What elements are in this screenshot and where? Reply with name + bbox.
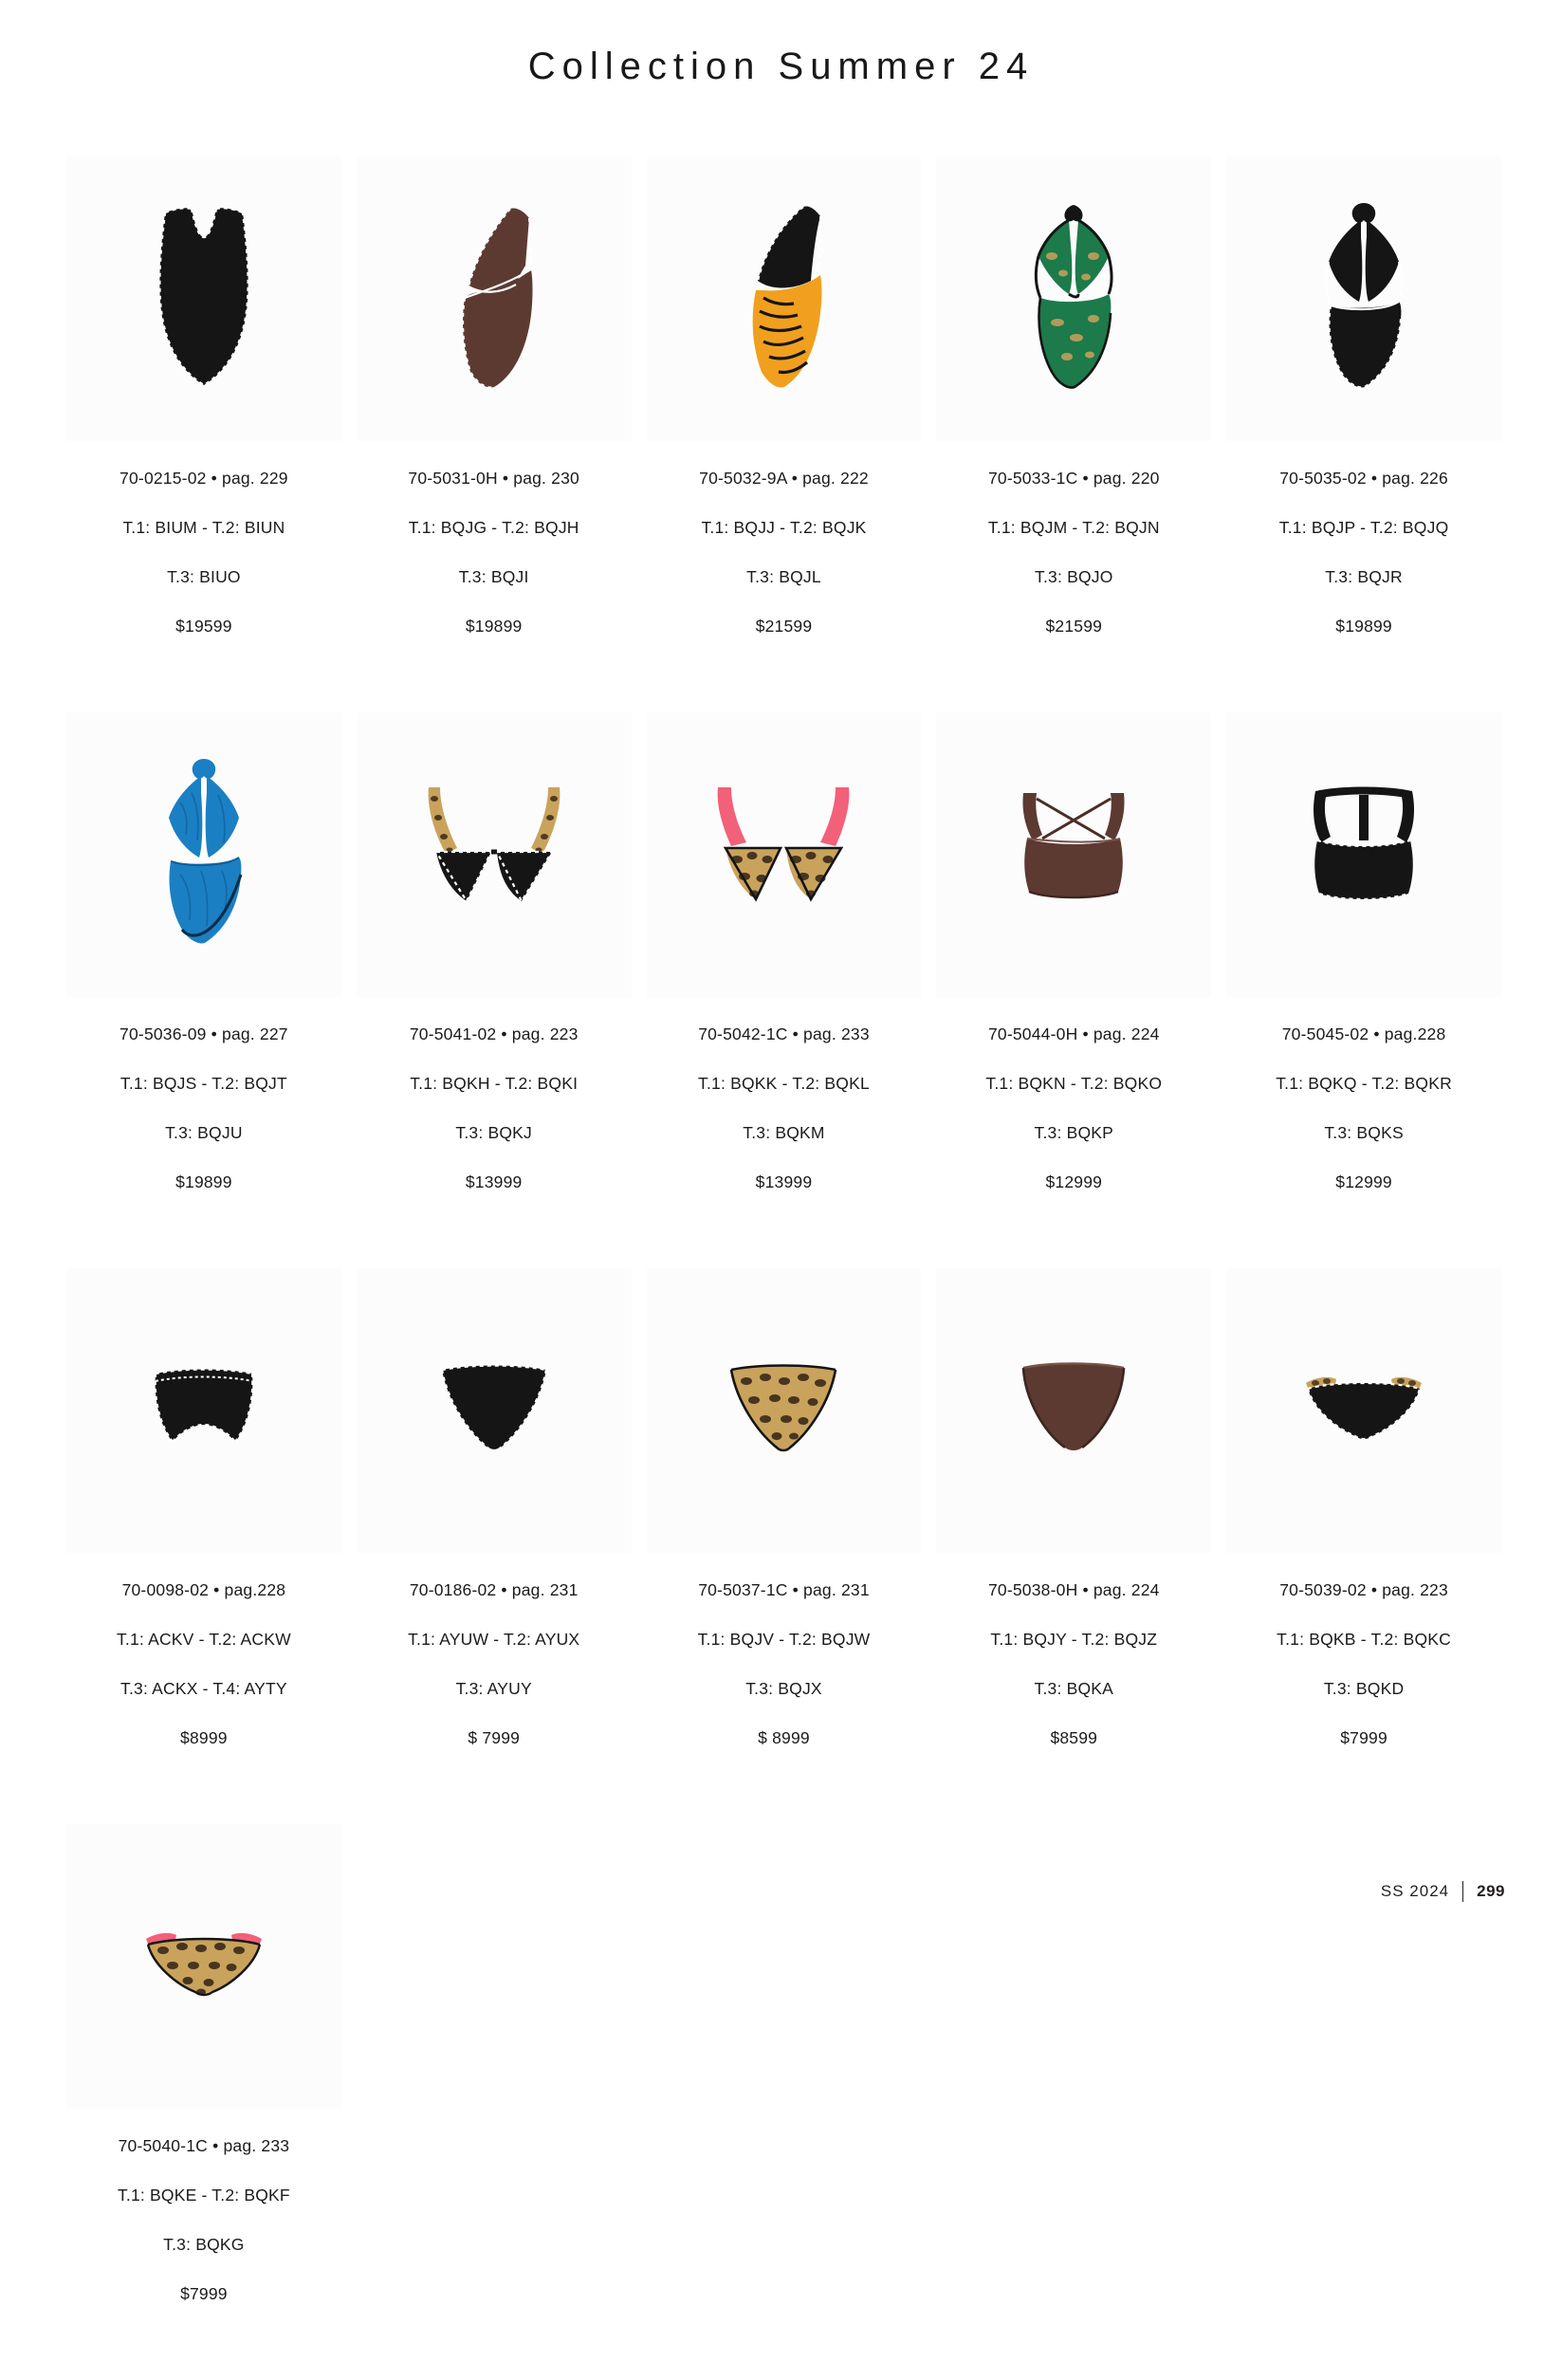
product-code: 70-5042-1C • pag. 233 (698, 1024, 870, 1043)
product-image-triangle-bikini-top-leopard (647, 712, 922, 997)
product-card[interactable] (63, 712, 345, 1268)
product-code: 70-5037-1C • pag. 231 (698, 1580, 870, 1599)
product-codes-3: T.3: BQKP (1034, 1123, 1114, 1142)
product-card[interactable] (643, 157, 926, 712)
product-card[interactable] (63, 1268, 345, 1824)
product-card[interactable] (643, 1268, 926, 1824)
product-codes-1-2: T.1: ACKV - T.2: ACKW (116, 1630, 291, 1649)
product-codes-3: T.3: BQKM (743, 1123, 825, 1142)
product-codes-3: T.3: AYUY (455, 1679, 532, 1698)
product-image-high-leg-bikini-bottom-black (357, 1268, 632, 1553)
product-codes-1-2: T.1: BQJY - T.2: BQJZ (990, 1630, 1158, 1649)
product-price: $19599 (175, 617, 232, 636)
product-price: $19899 (175, 1172, 232, 1191)
product-code: 70-5040-1C • pag. 233 (118, 2136, 290, 2155)
product-codes-1-2: T.1: BQKH - T.2: BQKI (410, 1074, 579, 1093)
product-code: 70-0098-02 • pag.228 (121, 1580, 286, 1599)
product-card[interactable] (932, 712, 1215, 1268)
product-codes-3: T.3: BQJX (745, 1679, 822, 1698)
product-code: 70-5038-0H • pag. 224 (987, 1580, 1160, 1599)
page-footer (1381, 1881, 1505, 1902)
product-code: 70-5045-02 • pag.228 (1281, 1024, 1446, 1043)
product-caption (118, 2109, 290, 2380)
product-card[interactable] (353, 1268, 635, 1824)
product-card[interactable] (643, 712, 926, 1268)
season-label: SS 2024 (1380, 1882, 1450, 1900)
product-price: $21599 (1045, 617, 1103, 636)
product-codes-3: T.3: BQJL (746, 567, 821, 586)
product-card[interactable] (353, 157, 635, 712)
product-codes-1-2: T.1: BIUM - T.2: BIUN (122, 518, 285, 537)
product-code: 70-0215-02 • pag. 229 (119, 469, 288, 488)
product-image-bikini-bottom-leopard-pink-sides (66, 1824, 341, 2109)
product-caption (408, 1553, 579, 1824)
product-caption (1279, 441, 1449, 712)
product-codes-3: T.3: BQKS (1324, 1123, 1404, 1142)
product-card[interactable] (1222, 1268, 1505, 1824)
product-codes-1-2: T.1: BQKN - T.2: BQKO (985, 1074, 1163, 1093)
product-caption (119, 441, 288, 712)
product-caption (1277, 1553, 1451, 1824)
product-code: 70-5041-02 • pag. 223 (409, 1024, 579, 1043)
product-image-sport-bikini-top-black (1226, 712, 1501, 997)
product-image-cross-back-bikini-top-brown (936, 712, 1211, 997)
product-price: $19899 (465, 617, 523, 636)
product-codes-1-2: T.1: BQKB - T.2: BQKC (1277, 1630, 1451, 1649)
product-code: 70-5044-0H • pag. 224 (987, 1024, 1160, 1043)
product-code: 70-5033-1C • pag. 220 (987, 469, 1160, 488)
product-price: $13999 (465, 1172, 523, 1191)
product-caption (119, 997, 288, 1268)
product-code: 70-5035-02 • pag. 226 (1279, 469, 1448, 488)
product-codes-3: T.3: BQJR (1325, 567, 1403, 586)
page-title: Collection Summer 24 (527, 46, 1035, 87)
product-image-high-leg-bikini-bottom-leopard (647, 1268, 922, 1553)
product-card[interactable] (1222, 712, 1505, 1268)
product-image-halter-cutout-swimsuit (936, 157, 1211, 441)
product-code: 70-5031-0H • pag. 230 (408, 469, 579, 488)
page-number: 299 (1477, 1882, 1505, 1900)
product-codes-1-2: T.1: BQJS - T.2: BQJT (119, 1074, 287, 1093)
product-caption (988, 441, 1160, 712)
product-price: $13999 (755, 1172, 813, 1191)
product-codes-1-2: T.1: BQJG - T.2: BQJH (408, 518, 579, 537)
product-code: 70-5032-9A • pag. 222 (699, 469, 869, 488)
product-caption (410, 997, 579, 1268)
product-codes-1-2: T.1: BQJJ - T.2: BQJK (701, 518, 867, 537)
product-image-one-piece-swimsuit (66, 157, 341, 441)
product-caption (117, 1553, 291, 1824)
product-grid (0, 157, 1562, 2380)
product-code: 70-5036-09 • pag. 227 (119, 1024, 288, 1043)
product-codes-1-2: T.1: BQKK - T.2: BQKL (698, 1074, 870, 1093)
product-image-high-waist-bikini-bottom-black (66, 1268, 341, 1553)
product-price: $21599 (755, 617, 813, 636)
product-codes-1-2: T.1: BQJV - T.2: BQJW (697, 1630, 871, 1649)
product-image-one-shoulder-cutout-swimsuit (357, 157, 632, 441)
product-image-halter-plunge-swimsuit-blue (66, 712, 341, 997)
product-codes-3: T.3: BQJO (1035, 567, 1113, 586)
product-card[interactable] (932, 157, 1215, 712)
product-image-asymmetric-tiger-swimsuit (647, 157, 922, 441)
product-image-bikini-bottom-black-leopard-sides (1226, 1268, 1501, 1553)
product-price: $19899 (1335, 617, 1392, 636)
product-code: 70-0186-02 • pag. 231 (409, 1580, 579, 1599)
product-card[interactable] (63, 1824, 345, 2380)
product-card[interactable] (353, 712, 635, 1268)
product-price: $7999 (1340, 1728, 1387, 1747)
product-price: $7999 (180, 2284, 228, 2303)
product-caption (698, 997, 870, 1268)
product-caption (985, 997, 1162, 1268)
product-codes-3: T.3: BQKG (163, 2235, 245, 2254)
product-code: 70-5039-02 • pag. 223 (1279, 1580, 1448, 1599)
product-codes-3: T.3: BQKA (1034, 1679, 1114, 1698)
product-codes-3: T.3: BQKJ (455, 1123, 532, 1142)
product-image-high-waist-bikini-bottom-brown (936, 1268, 1211, 1553)
product-codes-1-2: T.1: BQJM - T.2: BQJN (987, 518, 1160, 537)
product-codes-1-2: T.1: AYUW - T.2: AYUX (408, 1630, 580, 1649)
product-image-triangle-bikini-top-leopard-straps (357, 712, 632, 997)
product-codes-1-2: T.1: BQKQ - T.2: BQKR (1276, 1074, 1452, 1093)
product-card[interactable] (63, 157, 345, 712)
product-codes-3: T.3: BIUO (167, 567, 241, 586)
product-price: $12999 (1045, 1172, 1103, 1191)
product-codes-3: T.3: ACKX - T.4: AYTY (120, 1679, 287, 1698)
product-caption (1276, 997, 1452, 1268)
product-price: $ 8999 (758, 1728, 810, 1747)
product-codes-1-2: T.1: BQKE - T.2: BQKF (117, 2186, 290, 2205)
product-card[interactable] (1222, 157, 1505, 712)
product-image-halter-plunge-swimsuit (1226, 157, 1501, 441)
product-price: $ 7999 (468, 1728, 521, 1747)
product-codes-3: T.3: BQJI (458, 567, 529, 586)
product-price: $12999 (1335, 1172, 1392, 1191)
product-price: $8999 (180, 1728, 228, 1747)
product-caption (988, 1553, 1160, 1824)
product-caption (408, 441, 579, 712)
product-codes-1-2: T.1: BQJP - T.2: BQJQ (1278, 518, 1449, 537)
product-codes-3: T.3: BQJU (165, 1123, 243, 1142)
product-codes-3: T.3: BQKD (1323, 1679, 1405, 1698)
product-caption (699, 441, 869, 712)
footer-divider (1462, 1881, 1463, 1902)
product-card[interactable] (932, 1268, 1215, 1824)
product-caption (698, 1553, 871, 1824)
product-price: $8599 (1050, 1728, 1098, 1747)
